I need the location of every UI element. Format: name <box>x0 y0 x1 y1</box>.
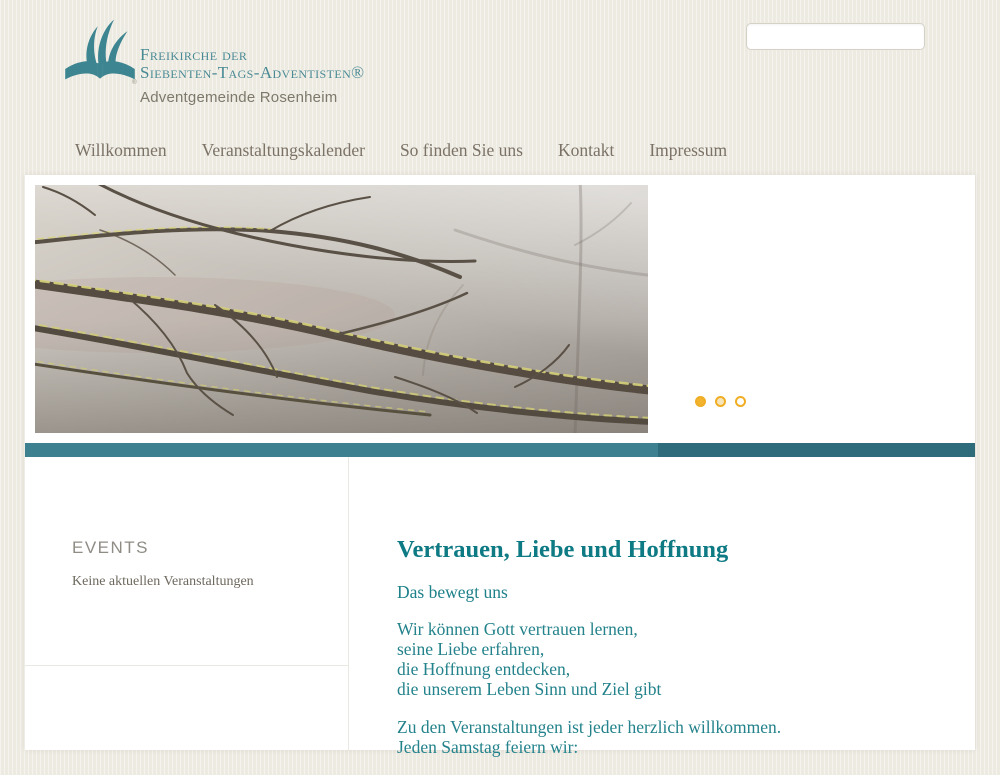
welcome-line-1: Zu den Veranstaltungen ist jeder herzlich willkommen. <box>397 717 782 737</box>
carousel-dot-2[interactable] <box>715 396 726 407</box>
teal-bar-light-segment <box>25 443 658 457</box>
events-empty-message: Keine aktuellen Veranstaltungen <box>72 574 254 589</box>
svg-text:®: ® <box>131 78 137 86</box>
main-content <box>397 536 957 775</box>
page-subtitle: Das bewegt uns <box>397 582 508 602</box>
events-bottom-divider <box>25 665 348 666</box>
intro-line-4: die unserem Leben Sinn und Ziel gibt <box>397 679 662 699</box>
intro-paragraph <box>397 619 957 699</box>
nav-item-willkommen[interactable]: Willkommen <box>75 140 167 160</box>
teal-divider-bar <box>25 443 975 457</box>
logo-subtitle: Adventgemeinde Rosenheim <box>140 89 338 106</box>
carousel-dot-3[interactable] <box>735 396 746 407</box>
logo-line-2: Siebenten-Tags-Adventisten® <box>140 63 365 82</box>
carousel-dot-1[interactable] <box>695 396 706 407</box>
nav-item-so-finden-sie-uns[interactable]: So finden Sie uns <box>399 140 523 160</box>
nav-item-impressum[interactable]: Impressum <box>649 140 728 160</box>
nav-item-veranstaltungskalender[interactable]: Veranstaltungskalender <box>201 140 365 160</box>
content-panel <box>25 175 975 757</box>
intro-line-3: die Hoffnung entdecken, <box>397 659 571 679</box>
site-logo[interactable] <box>63 16 365 106</box>
search-input[interactable] <box>746 23 925 50</box>
page-title: Vertrauen, Liebe und Hoffnung <box>397 536 729 563</box>
adventist-flame-book-logo-icon <box>63 16 137 93</box>
intro-line-2: seine Liebe erfahren, <box>397 639 545 659</box>
logo-line-1: Freikirche der <box>140 45 248 64</box>
welcome-line-2: Jeden Samstag feiern wir: <box>397 737 579 757</box>
nav-item-kontakt[interactable]: Kontakt <box>557 140 615 160</box>
main-nav <box>75 139 727 161</box>
hero-slider-image <box>35 185 648 433</box>
column-divider <box>348 457 349 750</box>
logo-wordmark <box>140 46 364 106</box>
teal-bar-dark-segment <box>658 443 975 457</box>
intro-line-1: Wir können Gott vertrauen lernen, <box>397 619 638 639</box>
welcome-paragraph <box>397 717 957 757</box>
carousel-dots <box>695 396 746 407</box>
events-title: EVENTS <box>72 538 150 557</box>
